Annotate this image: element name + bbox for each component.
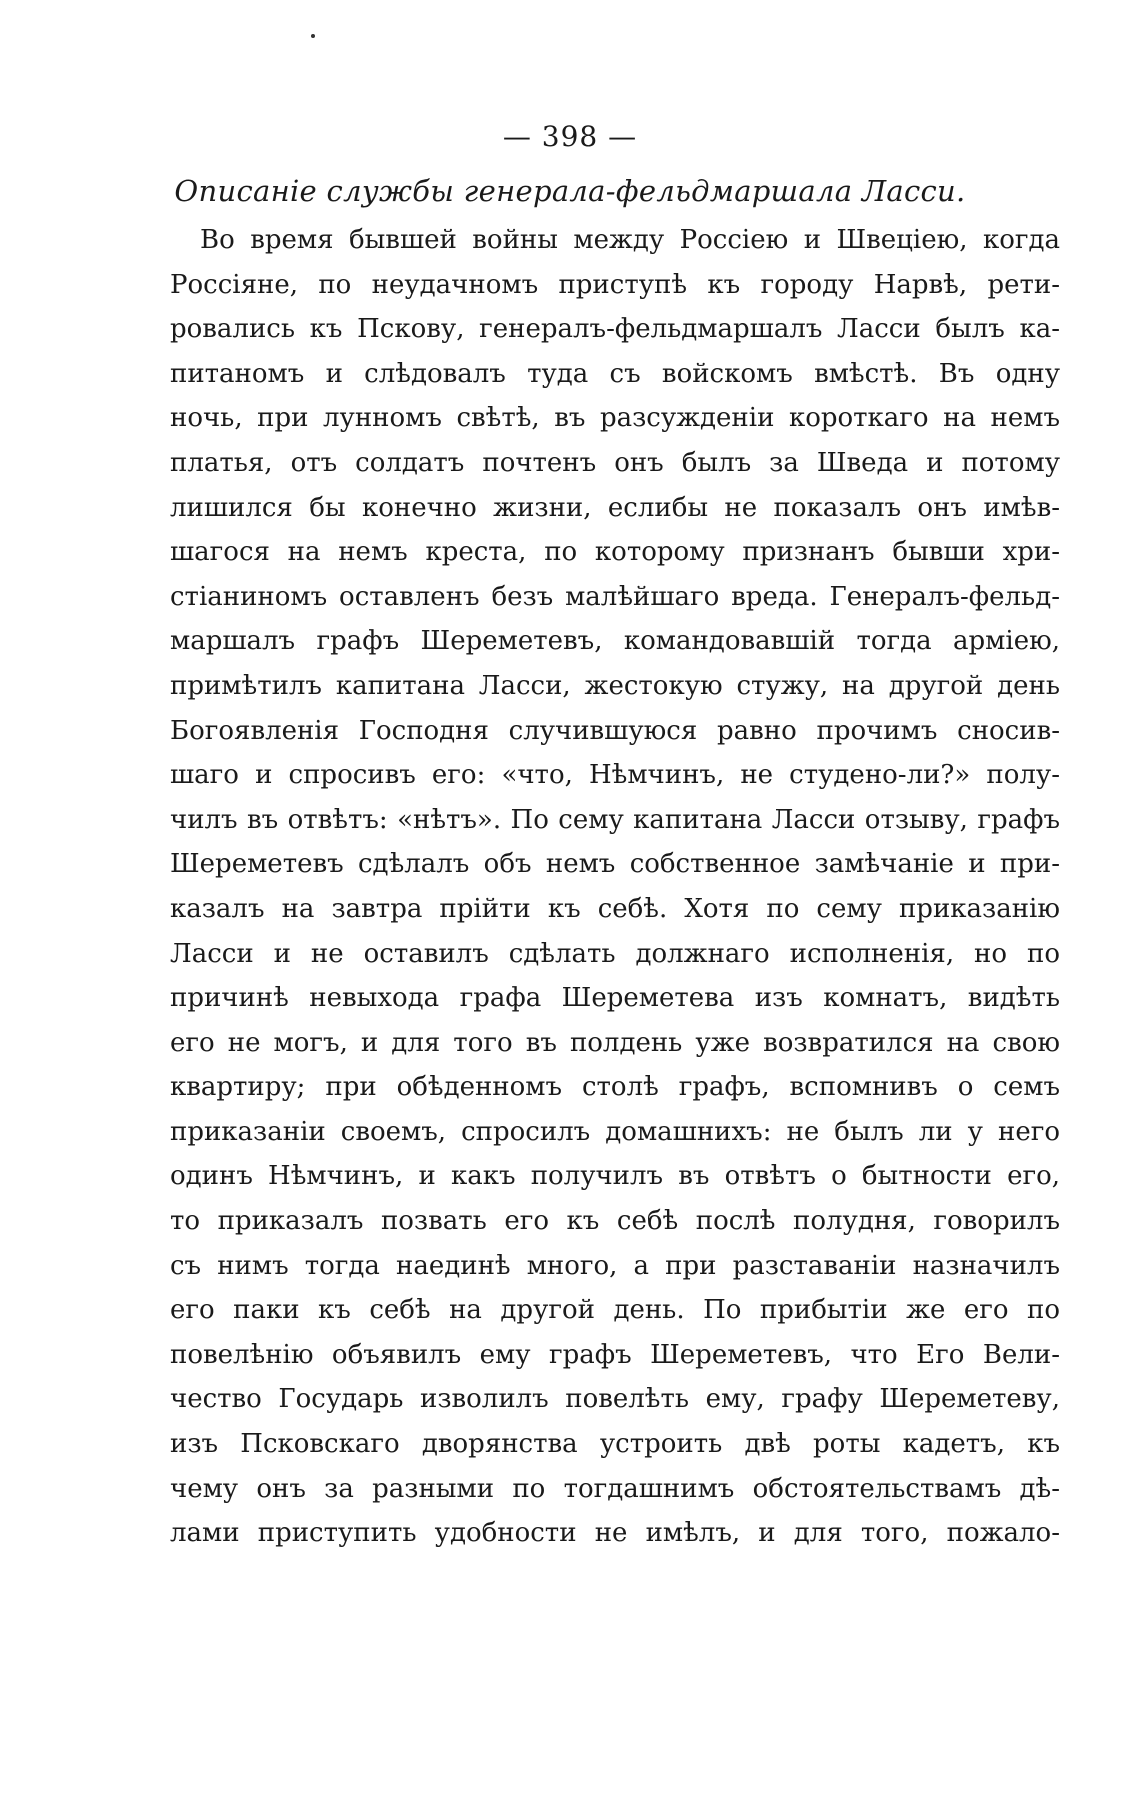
text-line: чество Государь изволилъ повелѣть ему, графу Шереметеву, xyxy=(170,1384,1060,1415)
text-line: чилъ въ отвѣтъ: «нѣтъ». По сему капитана Ласси отзыву, графъ xyxy=(170,804,1060,835)
text-line: приказаніи своемъ, спросилъ домашнихъ: не былъ ли у него xyxy=(170,1116,1060,1147)
text-line: квартиру; при обѣденномъ столѣ графъ, вспомнивъ о семъ xyxy=(170,1072,1060,1103)
text-line: питаномъ и слѣдовалъ туда съ войскомъ вмѣстѣ. Въ одну xyxy=(170,358,1060,389)
page-number: — 398 — xyxy=(502,120,638,153)
text-line: причинѣ невыхода графа Шереметева изъ комнатъ, видѣть xyxy=(170,983,1060,1014)
text-line: Во время бывшей войны между Россіею и Швеціею, когда xyxy=(200,225,1060,255)
text-line: его паки къ себѣ на другой день. По прибытіи же его по xyxy=(170,1295,1060,1326)
text-line: ровались къ Пскову, генералъ-фельдмаршалъ Ласси былъ ка- xyxy=(170,314,1060,345)
text-line: примѣтилъ капитана Ласси, жестокую стужу, на другой день xyxy=(170,670,1060,701)
text-line: Богоявленія Господня случившуюся равно прочимъ сносив- xyxy=(170,715,1060,746)
text-line: Шереметевъ сдѣлалъ объ немъ собственное замѣчаніе и при- xyxy=(170,849,1060,880)
text-line: повелѣнію объявилъ ему графъ Шереметевъ, что Его Вели- xyxy=(170,1339,1060,1370)
section-heading: Описаніе службы генерала-фельдмаршала Ласси. xyxy=(174,174,966,208)
text-line: казалъ на завтра прійти къ себѣ. Хотя по сему приказанію xyxy=(170,893,1060,924)
text-line: то приказалъ позвать его къ себѣ послѣ полудня, говорилъ xyxy=(170,1206,1060,1237)
text-line: стіаниномъ оставленъ безъ малѣйшаго вреда. Генералъ-фельд- xyxy=(170,581,1060,612)
text-line: маршалъ графъ Шереметевъ, командовавшій тогда арміею, xyxy=(170,626,1060,657)
text-line: лишился бы конечно жизни, еслибы не показалъ онъ имѣв- xyxy=(170,492,1060,523)
text-line: съ нимъ тогда наединѣ много, а при разставаніи назначилъ xyxy=(170,1250,1060,1281)
text-line: изъ Псковскаго дворянства устроить двѣ роты кадетъ, къ xyxy=(170,1429,1060,1460)
body-text xyxy=(170,218,1060,1556)
text-line: чему онъ за разными по тогдашнимъ обстоятельствамъ дѣ- xyxy=(170,1473,1060,1504)
text-line: Россіяне, по неудачномъ приступѣ къ городу Нарвѣ, рети- xyxy=(170,269,1060,300)
text-line: шагося на немъ креста, по которому признанъ бывши хри- xyxy=(170,537,1060,568)
text-line: шаго и спросивъ его: «что, Нѣмчинъ, не студено-ли?» полу- xyxy=(170,760,1060,791)
text-line: ночь, при лунномъ свѣтѣ, въ разсужденіи короткаго на немъ xyxy=(170,403,1060,434)
text-line: одинъ Нѣмчинъ, и какъ получилъ въ отвѣтъ о бытности его, xyxy=(170,1161,1060,1192)
speck-mark xyxy=(311,34,315,38)
text-line: Ласси и не оставилъ сдѣлать должнаго исполненія, но по xyxy=(170,938,1060,969)
text-line: платья, отъ солдатъ почтенъ онъ былъ за Шведа и потому xyxy=(170,447,1060,478)
text-line: лами приступить удобности не имѣлъ, и для того, пожало- xyxy=(170,1518,1060,1549)
text-line: его не могъ, и для того въ полдень уже возвратился на свою xyxy=(170,1027,1060,1058)
